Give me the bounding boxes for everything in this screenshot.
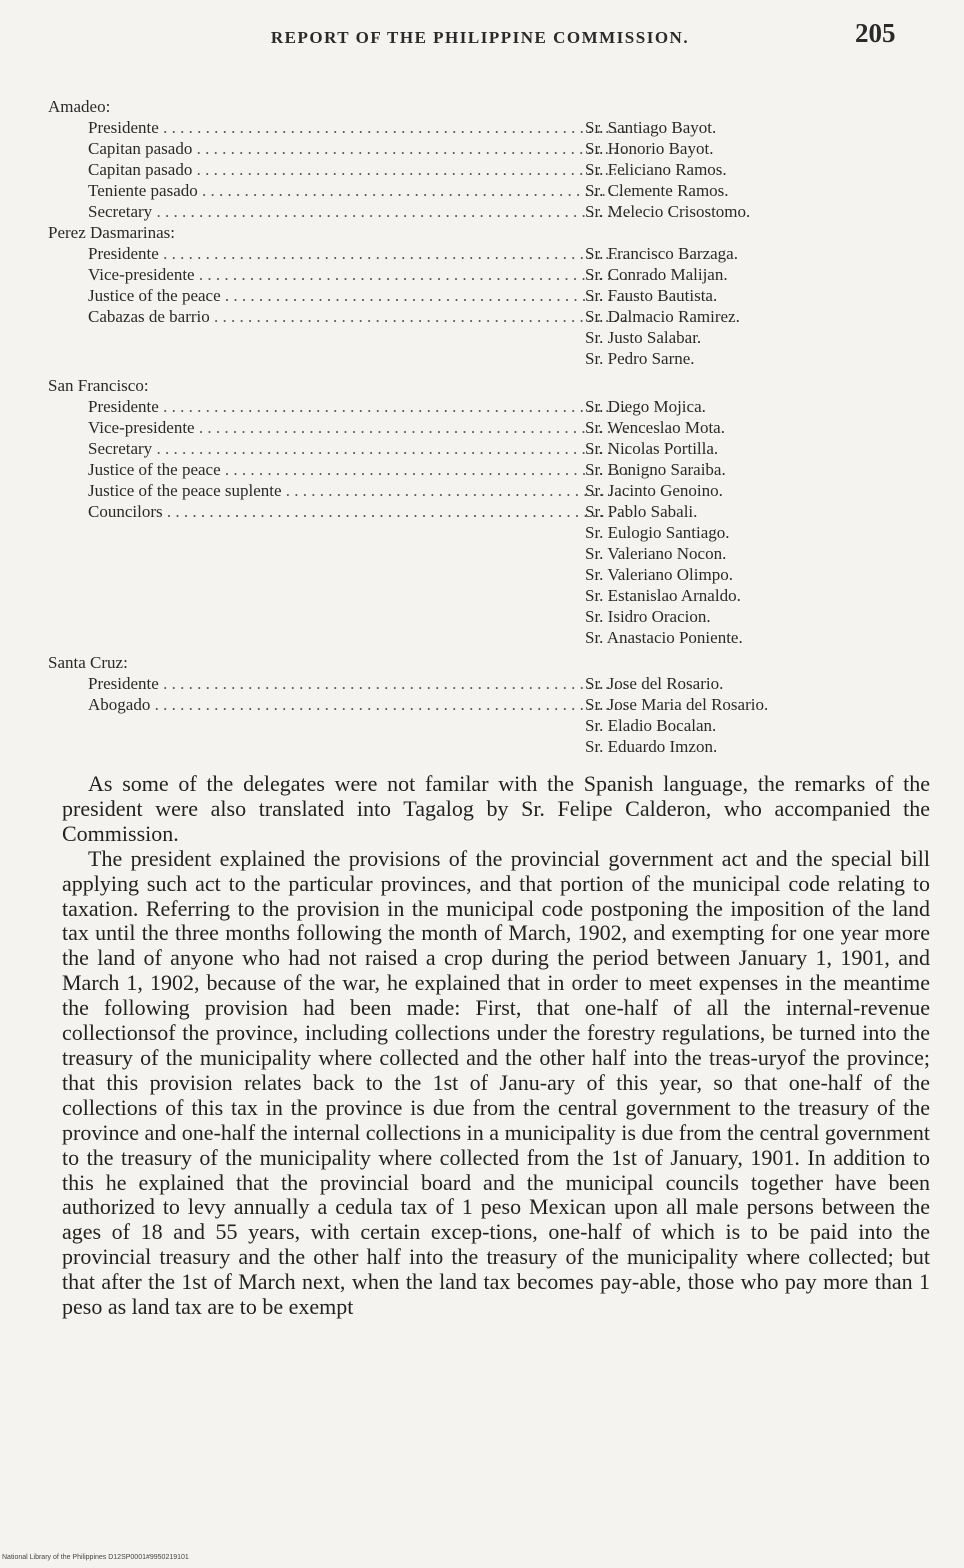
office-title: Secretary . . . xyxy=(88,201,628,222)
official-row xyxy=(48,306,928,327)
town-name: Amadeo: xyxy=(48,97,111,116)
official-name: Sr. Estanislao Arnaldo. xyxy=(585,586,741,605)
town-name: San Francisco: xyxy=(48,376,149,395)
official-name: Sr. Wenceslao Mota. xyxy=(585,418,725,437)
official-name: Sr. Isidro Oracion. xyxy=(585,607,711,626)
office-title: Capitan pasado . . . xyxy=(88,138,628,159)
official-row xyxy=(48,348,928,369)
official-row xyxy=(48,138,928,159)
official-name: Sr. Jacinto Genoino. xyxy=(585,481,723,500)
town-name: Perez Dasmarinas: xyxy=(48,223,175,242)
official-name: Sr. Dalmacio Ramirez. xyxy=(585,307,740,326)
official-name: Sr. Valeriano Nocon. xyxy=(585,544,727,563)
body-text xyxy=(62,772,930,1320)
official-row xyxy=(48,736,928,757)
office-title: Secretary . . . xyxy=(88,438,628,459)
official-row xyxy=(48,438,928,459)
official-row xyxy=(48,159,928,180)
official-name: Sr. Santiago Bayot. xyxy=(585,118,717,137)
official-row xyxy=(48,243,928,264)
office-title: Vice-presidente . . . xyxy=(88,264,628,285)
official-row xyxy=(48,117,928,138)
official-row xyxy=(48,201,928,222)
paragraph: As some of the delegates were not familar with the Spanish language, the remarks of the president were also translated into Tagalog by Sr. Felipe Calderon, who accompanied the Commission. xyxy=(62,771,930,846)
official-name: Sr. Honorio Bayot. xyxy=(585,139,714,158)
town-san-francisco xyxy=(48,375,928,648)
office-title: Presidente . . . xyxy=(88,396,628,417)
office-title: Abogado . . . xyxy=(88,694,628,715)
official-row xyxy=(48,501,928,522)
official-row xyxy=(48,673,928,694)
office-title: Justice of the peace . . . xyxy=(88,459,628,480)
official-row xyxy=(48,417,928,438)
official-name: Sr. Anastacio Poniente. xyxy=(585,628,743,647)
office-title: Teniente pasado . . . xyxy=(88,180,628,201)
official-row xyxy=(48,715,928,736)
official-name: Sr. Valeriano Olimpo. xyxy=(585,565,733,584)
official-name: Sr. Bonigno Saraiba. xyxy=(585,460,726,479)
office-title: Capitan pasado . . . xyxy=(88,159,628,180)
town-name: Santa Cruz: xyxy=(48,653,128,672)
official-row xyxy=(48,543,928,564)
official-name: Sr. Eduardo Imzon. xyxy=(585,737,718,756)
official-name: Sr. Pedro Sarne. xyxy=(585,349,695,368)
official-name: Sr. Melecio Crisostomo. xyxy=(585,202,751,221)
official-name: Sr. Justo Salabar. xyxy=(585,328,702,347)
official-name: Sr. Jose Maria del Rosario. xyxy=(585,695,769,714)
town-perez-dasmarinas xyxy=(48,222,928,369)
town-amadeo xyxy=(48,96,928,222)
office-title: Vice-presidente . . . xyxy=(88,417,628,438)
town-santa-cruz xyxy=(48,652,928,757)
official-row xyxy=(48,264,928,285)
official-name: Sr. Feliciano Ramos. xyxy=(585,160,727,179)
official-row xyxy=(48,627,928,648)
official-name: Sr. Francisco Barzaga. xyxy=(585,244,738,263)
official-name: Sr. Fausto Bautista. xyxy=(585,286,718,305)
official-row xyxy=(48,564,928,585)
official-row xyxy=(48,480,928,501)
official-row xyxy=(48,285,928,306)
office-title: Presidente . . . xyxy=(88,117,628,138)
official-row xyxy=(48,180,928,201)
office-title: Presidente . . . xyxy=(88,243,628,264)
footer-credit: National Library of the Philippines D12SP0001#9950219101 xyxy=(2,1554,189,1561)
official-name: Sr. Eladio Bocalan. xyxy=(585,716,717,735)
official-row xyxy=(48,694,928,715)
official-row xyxy=(48,459,928,480)
official-row xyxy=(48,396,928,417)
office-title: Councilors . . . xyxy=(88,501,628,522)
office-title: Cabazas de barrio . . . xyxy=(88,306,628,327)
running-head: REPORT OF THE PHILIPPINE COMMISSION. xyxy=(270,28,690,47)
official-row xyxy=(48,522,928,543)
official-name: Sr. Nicolas Portilla. xyxy=(585,439,719,458)
official-name: Sr. Clemente Ramos. xyxy=(585,181,729,200)
office-title: Justice of the peace . . . xyxy=(88,285,628,306)
paragraph: The president explained the provisions of the provincial government act and the special bill applying such act to the particular provinces, and that portion of the municipal code relating to taxation. Referring to the provision in the municipal code postponing the imposition of the land tax until the three months following the month of March, 1902, and exempting for one year more the land of anyone who had not raised a crop during the period between January 1, 1901, and March 1, 1902, because of the war, he explained that in order to meet expenses in the meantime the following provision had been made: First, that one-half of all the internal-revenue collectionsof the province, including collections under the forestry regulations, be turned into the treasury of the municipality where collected and the other half into the treas-uryof the province; that this provision relates back to the 1st of Janu-ary of this year, so that one-half of the collections of this tax in the province is due from the central government to the treasury of the province and one-half the internal collections in a municipality is due from the central government to the treasury of the municipality where collected from the 1st of January, 1901. In addition to this he explained that the provincial board and the municipal councils together have been authorized to levy annually a cedula tax of 1 peso Mexican upon all male persons between the ages of 18 and 55 years, with certain excep-tions, one-half of which is to be paid into the provincial treasury and the other half into the treasury of the municipality where collected; but that after the 1st of March next, when the land tax becomes pay-able, those who pay more than 1 peso as land tax are to be exempt xyxy=(62,845,930,1320)
page-number: 205 xyxy=(855,18,896,48)
official-name: Sr. Diego Mojica. xyxy=(585,397,706,416)
office-title: Presidente . . . xyxy=(88,673,628,694)
official-row xyxy=(48,585,928,606)
official-name: Sr. Eulogio Santiago. xyxy=(585,523,730,542)
official-row xyxy=(48,327,928,348)
official-name: Sr. Jose del Rosario. xyxy=(585,674,724,693)
office-title: Justice of the peace suplente . . . xyxy=(88,480,628,501)
official-name: Sr. Pablo Sabali. xyxy=(585,502,698,521)
official-name: Sr. Conrado Malijan. xyxy=(585,265,728,284)
official-row xyxy=(48,606,928,627)
